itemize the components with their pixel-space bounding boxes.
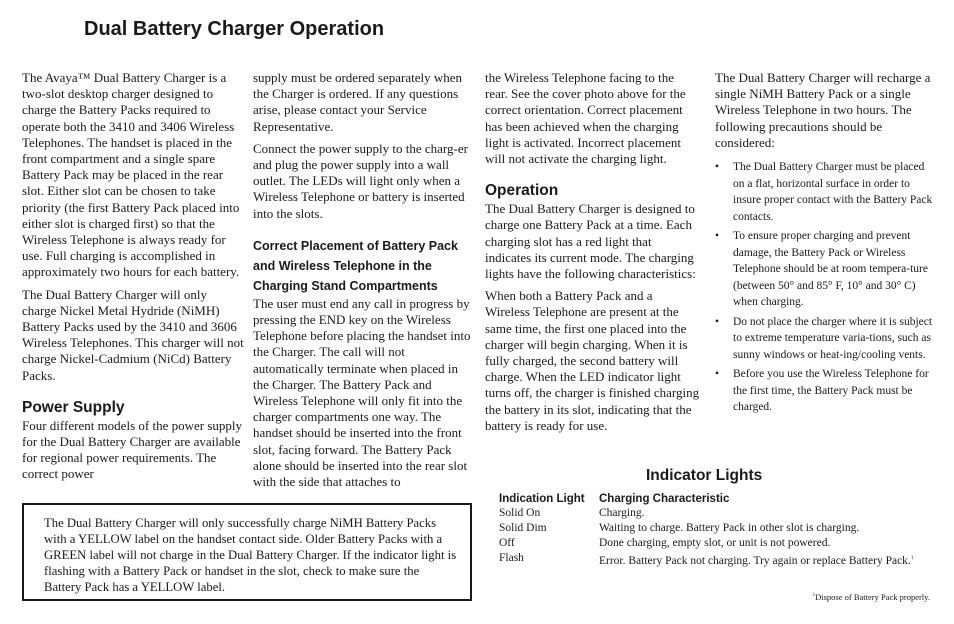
table-row: [497, 536, 937, 551]
column-3: [485, 70, 700, 440]
orientation-paragraph: the Wireless Telephone facing to the rear. See the cover photo above for the correct orientation. Correct placement has been achieved when the charging light is activated. Incorrect placement will not activate the charging light.: [485, 70, 686, 167]
indicator-lights-heading: Indicator Lights: [646, 467, 763, 484]
column-4: [715, 70, 933, 419]
connect-paragraph: Connect the power supply to the charg-er and plug the power supply into a wall outlet. The LEDs will light only when a Wireless Telephone or battery is inserted into the slots.: [253, 140, 468, 221]
table-row: [497, 506, 937, 521]
table-row: [497, 551, 937, 569]
nimh-notice-box: [22, 503, 472, 601]
footnote-marker: 1: [910, 556, 914, 561]
column-header: Charging Characteristic: [599, 493, 730, 505]
indication-cell: Solid On: [499, 507, 541, 519]
placement-heading: Correct Placement of Battery Pack and Wireless Telephone in the Charging Stand Compartments: [253, 238, 458, 293]
column-1: [22, 70, 244, 489]
list-item: • The Dual Battery Charger must be placed on a flat, horizontal surface in order to insure proper contact with the Battery Pack contacts.: [715, 161, 933, 223]
operation-sequence-paragraph: When both a Battery Pack and a Wireless Telephone are present at the same time, the first one placed into the charger will begin charging. When it is fully charged, the second battery will charge. When the LED indicator light turns off, the charger is finished charging the battery in its slot, indicating that the battery is ready for use.: [485, 288, 700, 433]
intro-paragraph: The Avaya™ Dual Battery Charger is a two-slot desktop charger designed to charge the Battery Packs required to operate both the 3410 and 3406 Wireless Telephones. The handset is placed in the front compartment and a single spare Battery Pack may be placed in the rear slot. Either slot can be chosen to take priority (the first Battery Pack placed into either slot is charged first) so that the Wireless Telephone is always ready for use. Full charging is accomplished in approximately two hours for each battery.: [22, 70, 240, 280]
list-item: • Before you use the Wireless Telephone for the first time, the Battery Pack must be charged.: [715, 368, 929, 414]
indication-cell: Flash: [499, 552, 524, 564]
indicator-table: [497, 492, 937, 569]
indication-cell: Off: [499, 537, 515, 549]
table-row: [497, 521, 937, 536]
bullet-icon: •: [715, 161, 720, 174]
table-header-row: [497, 492, 937, 506]
operation-paragraph: The Dual Battery Charger is designed to charge one Battery Pack at a time. Each charging slot has a red light that indicates its current mode. The charging lights have the following characteristics:: [485, 201, 696, 282]
page-title: Dual Battery Charger Operation: [84, 18, 385, 40]
precautions-list: [715, 159, 933, 416]
nimh-paragraph: The Dual Battery Charger will only charge Nickel Metal Hydride (NiMH) Battery Packs used by the 3410 and 3606 Wireless Telephones. This charger will not charge Nickel-Cadmium (NiCd) Battery Packs.: [22, 286, 244, 383]
list-item: • Do not place the charger where it is subject to extreme temperature varia-tions, such as sunny windows or heat-ing/cooling vents.: [715, 315, 933, 361]
characteristic-cell: Charging.: [599, 507, 645, 519]
power-supply-heading: Power Supply: [22, 398, 125, 416]
operation-heading: Operation: [485, 182, 559, 200]
footnote: $^1$Dispose of Battery Pack properly.: [812, 592, 930, 602]
power-order-paragraph: supply must be ordered separately when the Charger is ordered. If any questions arise, please contact your Service Representative.: [253, 70, 463, 134]
indication-cell: Solid Dim: [499, 522, 547, 534]
column-2: [253, 70, 471, 496]
list-item: • To ensure proper charging and prevent damage, the Battery Pack or Wireless Telephone should be at room tempera-ture (between 50° and 85° F, 10° and 30° C) when charging.: [715, 230, 928, 309]
footnote-marker: 1: [812, 593, 816, 599]
characteristic-cell: Waiting to charge. Battery Pack in other slot is charging.: [599, 522, 860, 534]
bullet-icon: •: [715, 315, 720, 328]
notice-text: The Dual Battery Charger will only successfully charge NiMH Battery Packs with a YELLOW label on the handset contact side. Older Battery Packs with a GREEN label will not charge in the Dual Battery Charger. If the indicator light is flashing with a Battery Pack or handset in the slot, check to make sure the Battery Pack has a YELLOW label.: [44, 516, 457, 594]
characteristic-cell: Done charging, empty slot, or unit is not powered.: [599, 537, 831, 549]
bullet-icon: •: [715, 368, 720, 381]
recharge-paragraph: The Dual Battery Charger will recharge a single NiMH Battery Pack or a single Wireless Telephone in two hours. The following precautions should be considered:: [715, 70, 931, 150]
bullet-icon: •: [715, 230, 720, 243]
power-supply-paragraph: Four different models of the power supply for the Dual Battery Charger are available for regional power requirements. The correct power: [22, 417, 242, 482]
column-header: Indication Light: [499, 493, 585, 505]
placement-paragraph: The user must end any call in progress by pressing the END key on the Wireless Telephone before placing the handset into the Charger. The call will not automatically terminate when placed in the Charger. The Battery Pack and Wireless Telephone will only fit into the charger compartments one way. The handset should be inserted into the front slot, facing forward. The Battery Pack alone should be inserted into the rear slot with the side that attaches to: [253, 295, 471, 490]
characteristic-cell: Error. Battery Pack not charging. Try again or replace Battery Pack.$^1$: [599, 554, 914, 567]
